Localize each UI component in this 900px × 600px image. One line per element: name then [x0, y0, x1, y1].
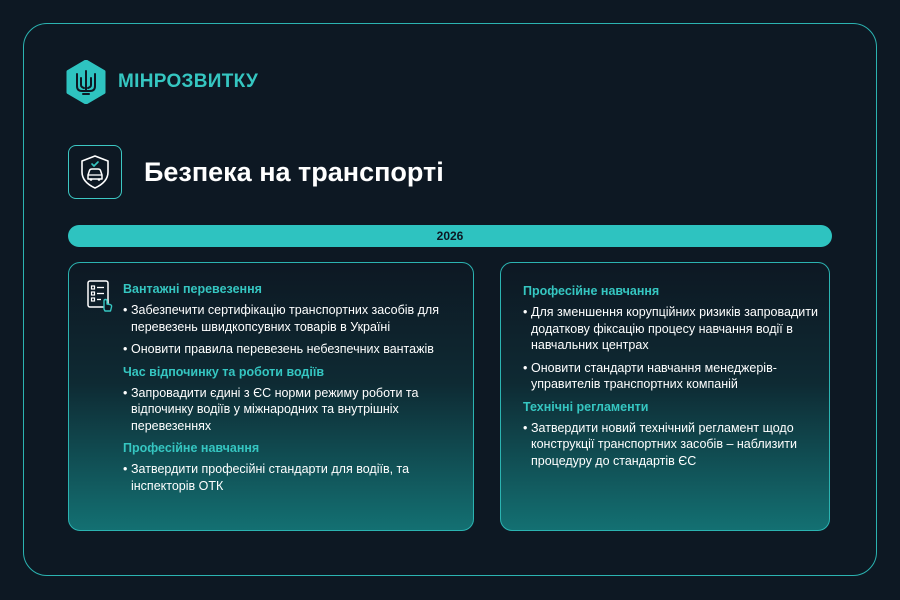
right-section-training: [523, 283, 823, 393]
left-section-rest-time: [123, 364, 463, 435]
year-bar: 2026: [68, 225, 832, 247]
checklist-document-icon: [85, 279, 115, 313]
list-item: • Затвердити новий технічний регламент щодо конструкції транспортних засобів – наблизити процедуру до стандартів ЄС: [523, 420, 823, 470]
list-item: • Для зменшення корупційних ризиків запровадити додаткову фіксацію процесу навчання водії в навчальних центрах: [523, 304, 823, 354]
list-item: • Запровадити єдині з ЄС норми режиму роботи та відпочинку водіїв у міжнародних та внутрішніх перевезеннях: [123, 385, 463, 435]
section-title: Технічні регламенти: [523, 399, 649, 414]
ministry-logo: [66, 60, 258, 104]
section-title: Вантажні перевезення: [123, 282, 262, 296]
left-card: [68, 262, 474, 531]
list-item: • Оновити стандарти навчання менеджерів-управителів транспортних компаній: [523, 360, 823, 393]
left-section-training: [123, 440, 463, 494]
section-title: Час відпочинку та роботи водіїв: [123, 364, 325, 379]
section-title: Професійне навчання: [123, 441, 260, 455]
left-section-cargo: [123, 281, 463, 358]
list-item: • Затвердити професійні стандарти для водіїв, та інспекторів ОТК: [123, 461, 463, 494]
page-title: Безпека на транспорті: [144, 156, 444, 187]
trident-hex-icon: [66, 60, 106, 104]
logo-text: МІНРОЗВИТКУ: [118, 71, 259, 92]
shield-car-icon: [68, 145, 122, 199]
right-section-regulations: [523, 399, 823, 470]
list-item: • Забезпечити сертифікацію транспортних засобів для перевезень швидкопсувних товарів в Україні: [123, 302, 463, 335]
title-row: [68, 145, 444, 199]
section-title: Професійне навчання: [523, 284, 660, 298]
list-item: • Оновити правила перевезень небезпечних вантажів: [123, 341, 463, 358]
right-card: [500, 262, 830, 531]
